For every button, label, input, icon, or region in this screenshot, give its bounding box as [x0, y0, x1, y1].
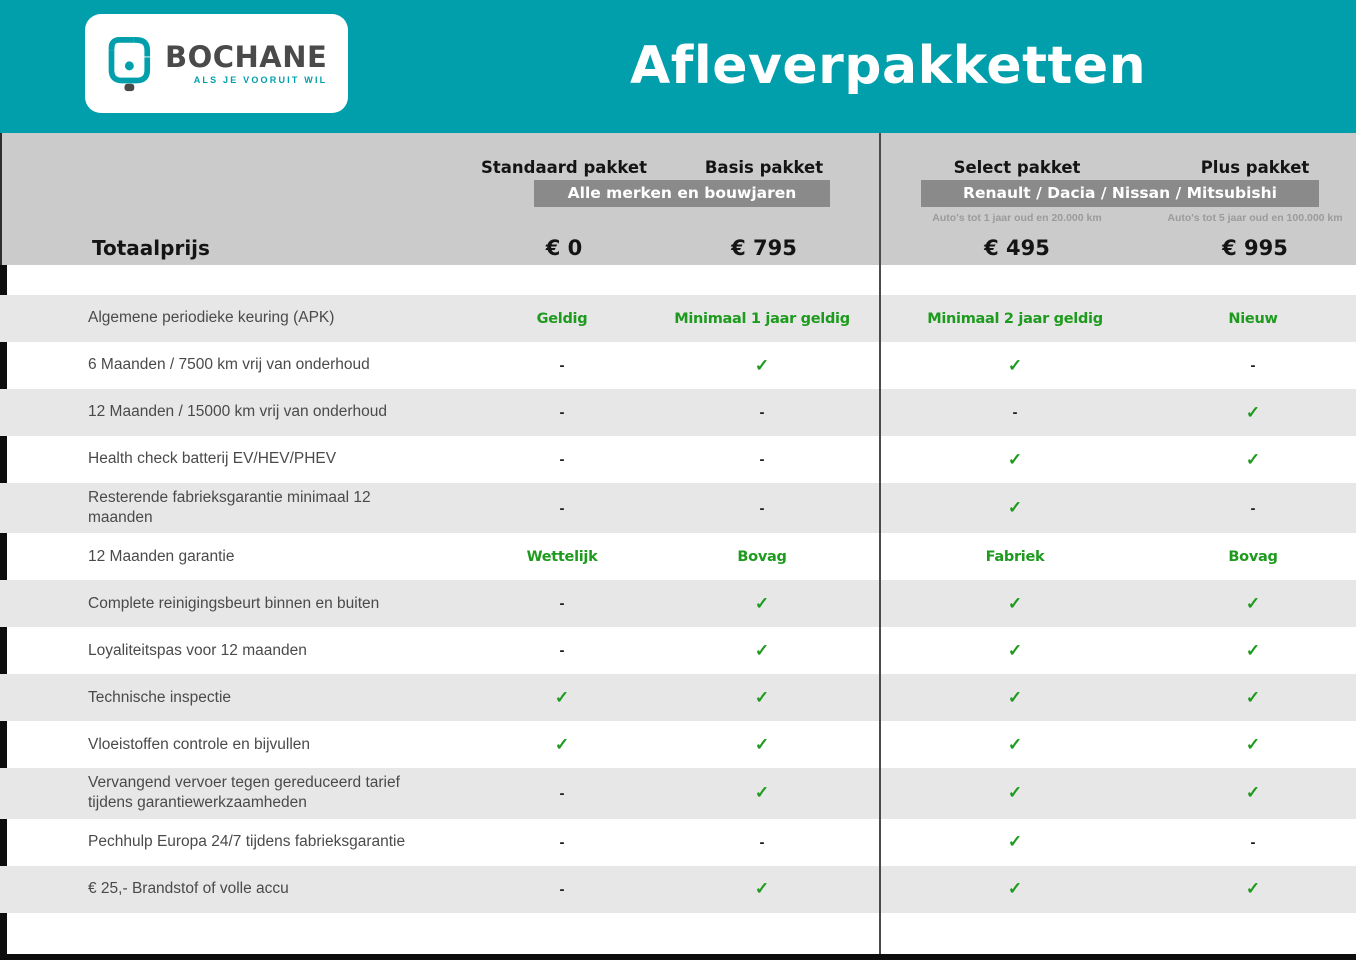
check-icon: ✓	[1007, 449, 1023, 469]
table-row	[0, 533, 1356, 580]
check-icon: ✓	[754, 593, 770, 613]
check-icon: ✓	[554, 734, 570, 754]
badge-group-left	[482, 179, 882, 207]
not-included-dash: -	[759, 404, 765, 421]
check-icon: ✓	[1007, 498, 1023, 518]
page-title: Afleverpakketten	[630, 35, 1147, 96]
check-icon: ✓	[754, 734, 770, 754]
table-row	[0, 627, 1356, 674]
check-icon: ✓	[1245, 593, 1261, 613]
table-row	[0, 436, 1356, 483]
header	[0, 0, 1356, 133]
row-label: 12 Maanden / 15000 km vrij van onderhoud	[88, 403, 388, 421]
check-icon: ✓	[1007, 879, 1023, 899]
row-label: € 25,- Brandstof of volle accu	[88, 879, 289, 897]
check-icon: ✓	[1245, 783, 1261, 803]
row-label: Loyaliteitspas voor 12 maanden	[88, 641, 307, 659]
table-row	[0, 295, 1356, 342]
value-text: Bovag	[737, 548, 787, 565]
not-included-dash: -	[759, 499, 765, 517]
package-name-basis: Basis pakket	[704, 158, 824, 177]
table-row	[0, 721, 1356, 768]
not-included-dash: -	[559, 499, 565, 517]
package-name-select: Select pakket	[953, 158, 1081, 177]
price-plus: € 995	[1222, 236, 1288, 260]
check-icon: ✓	[1007, 783, 1023, 803]
not-included-dash: -	[559, 880, 565, 898]
check-icon: ✓	[1007, 734, 1023, 754]
row-label: 6 Maanden / 7500 km vrij van onderhoud	[88, 356, 370, 374]
not-included-dash: -	[559, 595, 565, 613]
brand-name: BOCHANE	[165, 39, 328, 74]
value-text: Geldig	[536, 310, 588, 327]
table-row	[0, 674, 1356, 721]
check-icon: ✓	[554, 687, 570, 707]
table-row	[0, 342, 1356, 389]
price-standaard: € 0	[545, 236, 583, 260]
package-name-standaard: Standaard pakket	[481, 158, 647, 177]
price-basis: € 795	[731, 236, 797, 260]
table-row	[0, 389, 1356, 436]
check-icon: ✓	[754, 687, 770, 707]
check-icon: ✓	[1245, 402, 1261, 422]
row-label: Pechhulp Europa 24/7 tijdens fabrieksgarantie	[88, 832, 406, 850]
table-row	[0, 483, 1356, 533]
brand-text	[165, 39, 328, 85]
brand-logo	[85, 14, 348, 113]
value-text: Minimaal 2 jaar geldig	[927, 310, 1103, 327]
not-included-dash: -	[559, 642, 565, 660]
bochane-car-icon	[105, 30, 157, 97]
check-icon: ✓	[1245, 879, 1261, 899]
value-text: Bovag	[1228, 548, 1278, 565]
row-label: Health check batterij EV/HEV/PHEV	[88, 450, 337, 468]
comparison-table-body	[0, 295, 1356, 913]
check-icon: ✓	[1007, 593, 1023, 613]
table-row	[0, 866, 1356, 913]
value-text: Wettelijk	[526, 548, 598, 565]
not-included-dash: -	[559, 404, 565, 421]
condition-select: Auto's tot 1 jaar oud en 20.000 km	[932, 212, 1102, 224]
not-included-dash: -	[559, 784, 565, 802]
table-row	[0, 819, 1356, 866]
row-label: Algemene periodieke keuring (APK)	[88, 309, 335, 327]
not-included-dash: -	[1012, 404, 1018, 421]
check-icon: ✓	[1245, 734, 1261, 754]
row-label: Vervangend vervoer tegen gereduceerd tarief tijdens garantiewerkzaamheden	[88, 774, 400, 812]
check-icon: ✓	[1245, 449, 1261, 469]
bottom-filler	[0, 913, 1356, 954]
price-select: € 495	[984, 236, 1050, 260]
packages-header-band	[0, 133, 1356, 265]
row-label: Vloeistoffen controle en bijvullen	[88, 735, 311, 753]
check-icon: ✓	[754, 640, 770, 660]
value-text: Nieuw	[1228, 310, 1278, 327]
condition-plus: Auto's tot 5 jaar oud en 100.000 km	[1167, 212, 1343, 224]
not-included-dash: -	[1250, 833, 1256, 851]
column-group-divider	[879, 133, 881, 954]
value-text: Fabriek	[985, 548, 1045, 565]
not-included-dash: -	[559, 833, 565, 851]
table-row	[0, 768, 1356, 818]
not-included-dash: -	[1250, 499, 1256, 517]
row-label: Technische inspectie	[88, 688, 232, 706]
not-included-dash: -	[1250, 357, 1256, 374]
check-icon: ✓	[1007, 832, 1023, 852]
badge-alle-merken: Alle merken en bouwjaren	[534, 180, 830, 207]
badge-group-right	[882, 179, 1356, 207]
not-included-dash: -	[759, 451, 765, 468]
check-icon: ✓	[754, 355, 770, 375]
check-icon: ✓	[1245, 687, 1261, 707]
check-icon: ✓	[754, 879, 770, 899]
package-name-plus: Plus pakket	[1200, 158, 1310, 177]
row-label: 12 Maanden garantie	[88, 547, 235, 565]
not-included-dash: -	[559, 357, 565, 374]
table-row	[0, 580, 1356, 627]
not-included-dash: -	[759, 833, 765, 851]
bottom-black-strip	[0, 954, 1356, 960]
row-label: Complete reinigingsbeurt binnen en buiten	[88, 594, 380, 612]
check-icon: ✓	[1007, 640, 1023, 660]
brand-tagline: ALS JE VOORUIT WIL	[193, 74, 328, 85]
badge-merken-lijst: Renault / Dacia / Nissan / Mitsubishi	[921, 180, 1319, 207]
check-icon: ✓	[1007, 687, 1023, 707]
total-price-label: Totaalprijs	[92, 236, 210, 260]
not-included-dash: -	[559, 451, 565, 468]
check-icon: ✓	[1007, 355, 1023, 375]
value-text: Minimaal 1 jaar geldig	[674, 310, 850, 327]
row-label: Resterende fabrieksgarantie minimaal 12 maanden	[88, 489, 371, 527]
check-icon: ✓	[754, 783, 770, 803]
spacer-row	[0, 265, 1356, 295]
check-icon: ✓	[1245, 640, 1261, 660]
